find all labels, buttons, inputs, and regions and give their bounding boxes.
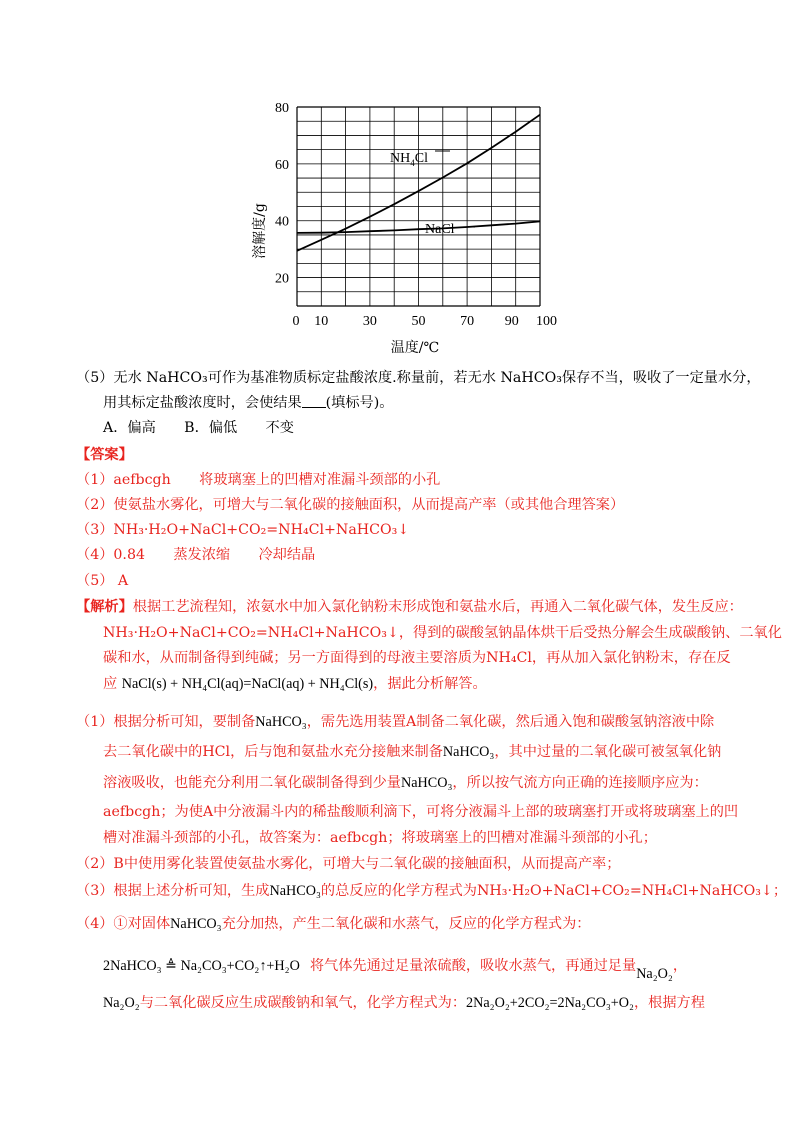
x-tick-label: 50 — [411, 314, 426, 329]
text: （3）根据上述分析可知，生成 — [76, 883, 270, 899]
y-tick-label: 80 — [275, 101, 289, 116]
text: 的总反应的化学方程式为NH₃·H₂O+NaCl+CO₂=NH₄Cl+NaHCO₃↓； — [320, 883, 788, 899]
q5-line2-tail: (填标号)。 — [325, 395, 394, 411]
answer-5: （5） A — [76, 573, 129, 589]
analysis-intro: 根据工艺流程知，浓氨水中加入氯化钠粉末形成饱和氨盐水后，再通入二氧化碳气体，发生反应： — [132, 599, 743, 615]
reaction-equation: 2Na₂O₂+2CO₂=2Na₂CO₃+O₂ — [466, 995, 634, 1011]
y-axis-label: 溶解度/g — [252, 203, 268, 259]
analysis-p1-line2: NH₃·H₂O+NaCl+CO₂=NH₄Cl+NaHCO₃↓，得到的碳酸氢钠晶体烘干后受热分解会生成碳酸钠、二氧化 — [103, 625, 782, 641]
analysis-s4-line1 — [76, 913, 591, 933]
x-tick-label: 10 — [314, 314, 329, 329]
analysis-s1-line5: 槽对准漏斗颈部的小孔，故答案为：aefbcgh；将玻璃塞上的凹槽对准漏斗颈部的小孔； — [103, 830, 657, 846]
text: ，需先选用装置A制备二氧化碳，然后通入饱和碳酸氢钠溶液中除 — [306, 714, 715, 730]
analysis-s1-line2 — [103, 741, 721, 761]
text: 溶液吸收，也能充分利用二氧化碳制备得到少量 — [103, 775, 401, 791]
q5-line2-text: 用其标定盐酸浓度时，会使结果 — [103, 395, 302, 411]
text: （4）①对固体 — [76, 916, 171, 932]
formula-nahco3: NaHCO₃ — [442, 744, 495, 760]
answer-4: （4）0.84 蒸发浓缩 冷却结晶 — [76, 547, 316, 563]
text: 应 — [103, 676, 118, 692]
text: ，所以按气流方向正确的连接顺序应为： — [452, 775, 708, 791]
y-tick-label: 40 — [275, 214, 289, 230]
equilibrium-equation: NaCl(s) + NH₄Cl(aq)=NaCl(aq) + NH₄Cl(s) — [121, 676, 374, 692]
analysis-s4-line2 — [103, 955, 688, 982]
text: 将气体先通过足量浓硫酸，吸收水蒸气，再通过足量 — [309, 958, 637, 974]
q5-options: A．偏高 B．偏低 不变 — [103, 420, 294, 436]
text: ，其中过量的二氧化碳可被氢氧化钠 — [494, 744, 722, 760]
y-tick-label: 60 — [275, 157, 289, 173]
x-tick-label: 90 — [504, 314, 519, 329]
answer-3: （3）NH₃·H₂O+NaCl+CO₂=NH₄Cl+NaHCO₃↓ — [76, 522, 410, 538]
solubility-chart — [240, 96, 570, 358]
formula-nahco3: NaHCO₃ — [170, 916, 222, 932]
x-tick-labels — [293, 314, 558, 329]
text: ，据此分析解答。 — [373, 676, 487, 692]
answer-header: 【答案】 — [76, 447, 133, 463]
analysis-p1-line1 — [76, 596, 743, 616]
analysis-header: 【解析】 — [76, 599, 133, 615]
x-tick-label: 30 — [362, 314, 377, 329]
chart-grid — [297, 107, 540, 306]
y-tick-labels — [275, 101, 289, 287]
formula-nahco3: NaHCO₃ — [269, 883, 321, 899]
formula-na2o2: Na₂O₂ — [103, 995, 140, 1011]
analysis-s1-line1 — [76, 711, 714, 731]
text: 去二氧化碳中的HCl，后与饱和氨盐水充分接触来制备 — [103, 744, 443, 760]
analysis-p1-line3: 碳和水，从而制备得到纯碱；另一方面得到的母液主要溶质为NH₄Cl，再从加入氯化钠粉末，存在反 — [103, 650, 731, 666]
series-label-nh4cl: $NH_4Cl$ — [390, 151, 428, 168]
answer-2: （2）使氨盐水雾化，可增大与二氧化碳的接触面积，从而提高产率（或其他合理答案） — [76, 497, 625, 513]
analysis-s2: （2）B中使用雾化装置使氨盐水雾化，可增大与二氧化碳的接触面积，从而提高产率； — [76, 856, 621, 872]
analysis-s1-line4: aefbcgh；为使A中分液漏斗内的稀盐酸顺利滴下，可将分液漏斗上部的玻璃塞打开或将玻璃塞上的凹 — [103, 804, 739, 820]
y-tick-label: 20 — [275, 271, 289, 287]
formula-nahco3: NaHCO₃ — [400, 775, 453, 791]
x-axis-label: 温度/℃ — [390, 340, 440, 356]
formula-nahco3: NaHCO₃ — [255, 714, 307, 730]
text: 与二氧化碳反应生成碳酸钠和氧气，化学方程式为： — [139, 995, 467, 1011]
x-tick-label: 70 — [460, 314, 475, 329]
analysis-s3 — [76, 880, 787, 900]
analysis-s1-line3 — [103, 772, 708, 792]
text: （1）根据分析可知，要制备 — [76, 714, 256, 730]
comma: ， — [672, 958, 688, 974]
series-label-nacl: NaCl — [425, 222, 455, 237]
answer-1: （1）aefbcgh 将玻璃塞上的凹槽对准漏斗颈部的小孔 — [76, 472, 441, 488]
decomposition-equation: 2NaHCO₃ ≜ Na₂CO₃+CO₂↑+H₂O — [103, 958, 300, 974]
formula-na2o2: Na₂O₂ — [636, 966, 673, 982]
q5-line2 — [103, 394, 393, 412]
analysis-s4-line3 — [103, 992, 705, 1012]
text: ，根据方程 — [633, 995, 705, 1011]
analysis-p1-line4 — [103, 673, 487, 693]
q5-line1: （5）无水 NaHCO₃可作为基准物质标定盐酸浓度.称量前，若无水 NaHCO₃保存不当，吸收了一定量水分， — [76, 370, 761, 386]
answer-blank — [302, 395, 326, 408]
x-tick-label: 0 — [292, 314, 300, 329]
x-tick-label: 100 — [536, 314, 557, 329]
text: 充分加热，产生二氧化碳和水蒸气，反应的化学方程式为： — [221, 916, 591, 932]
